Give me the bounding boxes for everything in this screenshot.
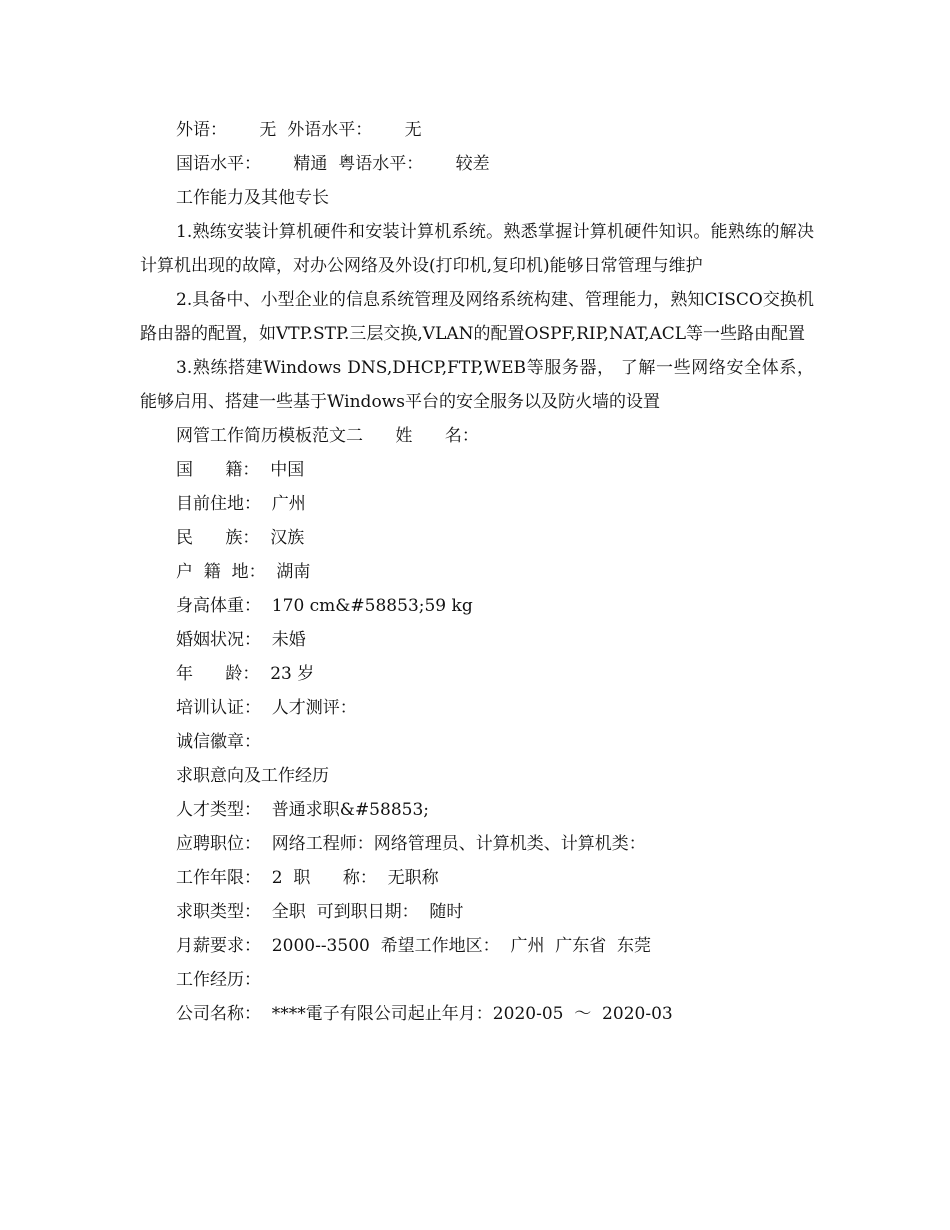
talent-type-line: 人才类型： 普通求职&#58853; <box>176 800 429 820</box>
age-line: 年 龄： 23 岁 <box>176 664 315 684</box>
salary-location-line: 月薪要求： 2000--3500 希望工作地区： 广州 广东省 东莞 <box>176 936 652 956</box>
skill-paragraph-2: 2.具备中、小型企业的信息系统管理及网络系统构建、管理能力，熟知CISCO交换机路由器的配置，如VTP.STP.三层交换,VLAN的配置OSPF,RIP,NAT,ACL等一些路由配置 <box>140 290 814 344</box>
marital-status-line: 婚姻状况： 未婚 <box>176 630 306 650</box>
current-residence-line: 目前住地： 广州 <box>176 494 306 514</box>
household-registration-line: 户 籍 地： 湖南 <box>176 562 311 582</box>
company-name-line: 公司名称： ****電子有限公司起止年月：2020-05 ～ 2020-03 <box>176 1004 673 1024</box>
foreign-language-line: 外语： 无 外语水平： 无 <box>176 120 422 140</box>
work-experience-heading: 工作经历： <box>176 970 261 990</box>
applied-position-line: 应聘职位： 网络工程师：网络管理员、计算机类、计算机类： <box>176 834 646 854</box>
skill-paragraph-3: 3.熟练搭建Windows DNS,DHCP,FTP,WEB等服务器， 了解一些网络安全体系，能够启用、搭建一些基于Windows平台的安全服务以及防火墙的设置 <box>140 358 814 412</box>
integrity-badge-line: 诚信徽章： <box>176 732 261 752</box>
job-type-line: 求职类型： 全职 可到职日期： 随时 <box>176 902 464 922</box>
height-weight-line: 身高体重： 170 cm&#58853;59 kg <box>176 596 473 616</box>
training-certification-line: 培训认证： 人才测评： <box>176 698 357 718</box>
mandarin-cantonese-line: 国语水平： 精通 粤语水平： 较差 <box>176 154 490 174</box>
job-intention-heading: 求职意向及工作经历 <box>176 766 329 786</box>
skill-paragraph-1: 1.熟练安装计算机硬件和安装计算机系统。熟悉掌握计算机硬件知识。能熟练的解决计算机出现的故障，对办公网络及外设(打印机,复印机)能够日常管理与维护 <box>140 222 814 276</box>
skills-heading: 工作能力及其他专长 <box>176 188 329 208</box>
ethnicity-line: 民 族： 汉族 <box>176 528 305 548</box>
document-body <box>140 113 814 1031</box>
work-years-title-line: 工作年限： 2 职 称： 无职称 <box>176 868 439 888</box>
template-title-name-line: 网管工作简历模板范文二 姓 名： <box>176 426 479 446</box>
nationality-line: 国 籍： 中国 <box>176 460 305 480</box>
